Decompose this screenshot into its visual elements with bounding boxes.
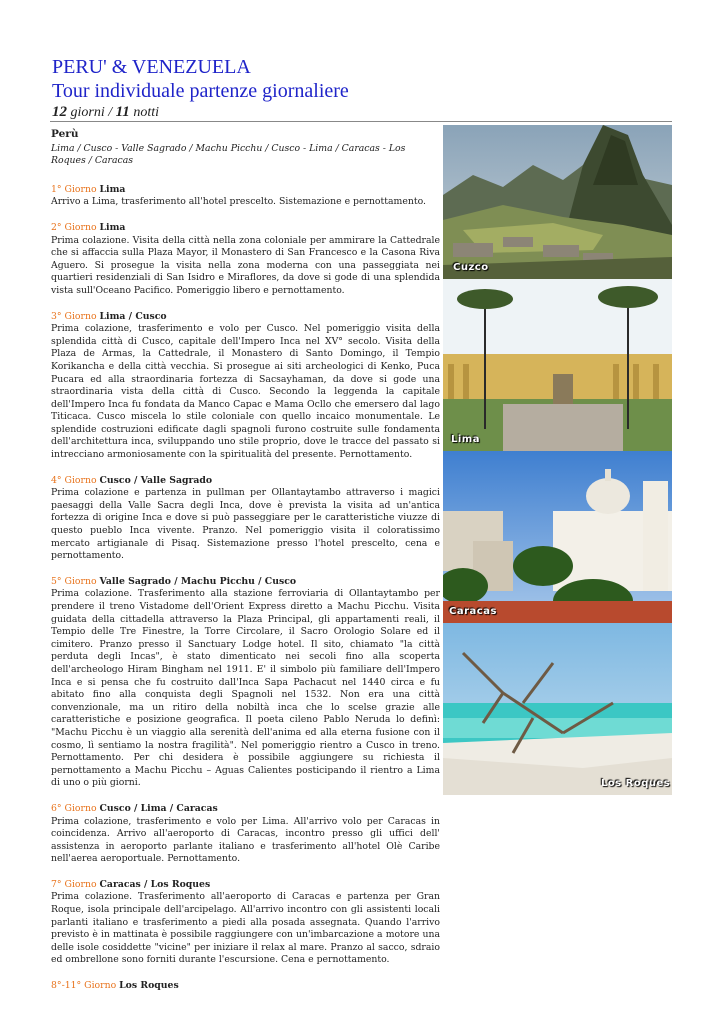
day-place: Valle Sagrado / Machu Picchu / Cusco <box>99 575 297 587</box>
document-title: PERU' & VENEZUELA <box>52 56 251 78</box>
photo-caption: Cuzco <box>453 262 489 273</box>
route-line: Lima / Cusco - Valle Sagrado / Machu Picchu / Cusco - Lima / Caracas - Los Roques / Caracas <box>51 142 406 167</box>
day-description: Prima colazione, trasferimento e volo per Lima. All'arrivo volo per Caracas in coincidenza. Arrivo all'aeroporto di Caracas, incontro presso gli uffici dell' assistenza in aeroporto parlante italiano e trasferimento all'hotel Olè Caribe nell'aerea aeroportuale. Pernottamento. <box>51 815 440 865</box>
day-description: Prima colazione. Visita della città nella zona coloniale per ammirare la Cattedrale che si affaccia sulla Plaza Mayor, il Monastero di San Francesco e la Casona Riva Aguero. Si prosegue la visita nella zona moderna con una passeggiata nei quartieri residenziali di San Isidro e Miraflores, da dove si gode di una splendida vista sull'Oceano Pacifico. Pomeriggio libero e pernottamento. <box>51 234 440 296</box>
day-heading <box>51 576 440 589</box>
photo-caption: Lima <box>451 434 480 445</box>
day-block <box>51 879 440 967</box>
day-heading <box>51 184 440 197</box>
day-place: Cusco / Lima / Caracas <box>99 802 218 814</box>
day-description: Prima colazione. Trasferimento all'aeroporto di Caracas e partenza per Gran Roque, isola principale dell'arcipelago. All'arrivo incontro con gli assistenti locali parlanti italiano e trasferimento a piedi alla posada assegnata. Quando l'arrivo previsto è in mattinata è possibile raggiungere con un'imbarcazione a motore una delle isole cosiddette "vicine" per iniziare il relax al mare. Pranzo al sacco, sdraio ed ombrellone sono forniti durante l'escursione. Cena e pernottamento. <box>51 891 440 966</box>
day-place: Caracas / Los Roques <box>99 878 211 890</box>
nights-label: notti <box>133 105 159 120</box>
day-block <box>51 475 440 563</box>
day-heading <box>51 475 440 488</box>
day-place: Cusco / Valle Sagrado <box>99 474 213 486</box>
day-block <box>51 803 440 866</box>
day-heading <box>51 879 440 892</box>
day-block <box>51 576 440 790</box>
nights-count: 11 <box>115 104 130 120</box>
tour-duration <box>52 104 159 121</box>
los-roques-beach-image <box>443 623 672 795</box>
day-place: Lima / Cusco <box>99 310 167 322</box>
lima-plaza-image <box>443 279 672 451</box>
photo-lima <box>443 279 672 451</box>
photo-los-roques <box>443 623 672 795</box>
photo-caption: Caracas <box>449 606 497 617</box>
days-count: 12 <box>52 104 67 120</box>
itinerary <box>51 125 440 1006</box>
day-heading <box>51 311 440 324</box>
day-heading <box>51 222 440 235</box>
day-number: 7° Giorno <box>51 878 97 890</box>
day-number: 2° Giorno <box>51 221 97 233</box>
country-heading: Perù <box>51 128 79 140</box>
day-description: Prima colazione. Trasferimento alla stazione ferroviaria di Ollantaytambo per prendere il treno Vistadome dell'Orient Express diretto a Machu Picchu. Visita guidata della cittadella attraverso la Plaza Principal, gli appartamenti reali, il Tempio delle Tre Finestre, la Torre Circolare, il Sacro Orologio Solare ed il cimitero. Pranzo presso il Sanctuary Lodge hotel. Il sito, chiamato "la città perduta degli Incas", è stato dimenticato nei secoli fino alla scoperta dell'archeologo Hiram Bingham nel 1911. E' il simbolo più familiare dell'Impero Inca e si pensa che fu costruito dall'Inca Sapa Pachacut nel 1440 circa e fu abitato fino alla conquista degli Spagnoli nel 1532. Non era una città convenzionale, ma un ritiro della nobiltà inca che lo scelse grazie alle caratteristiche e posizione geografica. Il poeta cileno Pablo Neruda lo definì: "Machu Picchu è un viaggio alla serenità dell'anima ed alla eterna fusione con il cosmo, lì sentiamo la nostra fragilità". Nel pomeriggio rientro a Cusco in treno. Pernottamento. Per chi desidera è possibile aggiungere su richiesta il pernottamento a Machu Picchu – Aguas Calientes posticipando il rientro a Lima di uno o più giorni. <box>51 588 440 789</box>
day-heading <box>51 980 440 993</box>
day-number: 5° Giorno <box>51 575 97 587</box>
day-number: 8°-11° Giorno <box>51 980 117 992</box>
title-divider <box>50 121 672 122</box>
day-number: 6° Giorno <box>51 802 97 814</box>
photo-column <box>443 125 672 795</box>
day-place: Los Roques <box>119 980 179 992</box>
day-place: Lima <box>99 221 126 233</box>
day-block <box>51 980 440 993</box>
day-block <box>51 184 440 209</box>
photo-caracas <box>443 451 672 623</box>
photo-caption: Los Roques <box>601 778 671 789</box>
days-label: giorni / <box>70 105 113 120</box>
document-subtitle: Tour individuale partenze giornaliere <box>52 80 349 102</box>
day-description: Prima colazione e partenza in pullman per Ollantaytambo attraverso i magici paesaggi della Valle Sacra degli Inca, dove è prevista la visita ad un'antica fortezza di origine Inca e dove si può passeggiare per le caratteristiche viuzze di questo pueblo Inca vivente. Pranzo. Nel pomeriggio visita il coloratissimo mercato artigianale di Pisaq. Sistemazione presso l'hotel prescelto, cena e pernottamento. <box>51 487 440 562</box>
day-block <box>51 311 440 462</box>
caracas-cathedral-image <box>443 451 672 623</box>
day-number: 1° Giorno <box>51 183 97 195</box>
day-description: Prima colazione, trasferimento e volo per Cusco. Nel pomeriggio visita della splendida città di Cusco, capitale dell'Impero Inca nel XV° secolo. Visita della Plaza de Armas, la Cattedrale, il Monastero di Santo Domingo, il Tempio Korikancha e della città vecchia. Si prosegue ai siti archeologici di Kenko, Puca Pucara ed alla straordinaria fortezza di Sacsayhaman, da dove si gode una straordinaria vista della città di Cusco. Secondo la leggenda la capitale dell'Impero Inca fu fondata da Manco Capac e Mama Ocllo che emersero dal lago Titicaca. Cusco miscela lo stile coloniale con quello incaico monumentale. Le splendide costruzioni edificate dagli spagnoli furono costruite sulle fondamenta dell'architettura inca, sviluppando uno stile proprio, dove le tracce del passato si intrecciano armoniosamente con la spiritualità del presente. Pernottamento. <box>51 323 440 461</box>
day-description: Arrivo a Lima, trasferimento all'hotel prescelto. Sistemazione e pernottamento. <box>51 196 426 208</box>
day-block <box>51 222 440 298</box>
photo-cuzco <box>443 125 672 279</box>
day-number: 4° Giorno <box>51 474 97 486</box>
day-place: Lima <box>99 183 126 195</box>
machu-picchu-image <box>443 125 672 279</box>
day-heading <box>51 803 440 816</box>
day-number: 3° Giorno <box>51 310 97 322</box>
